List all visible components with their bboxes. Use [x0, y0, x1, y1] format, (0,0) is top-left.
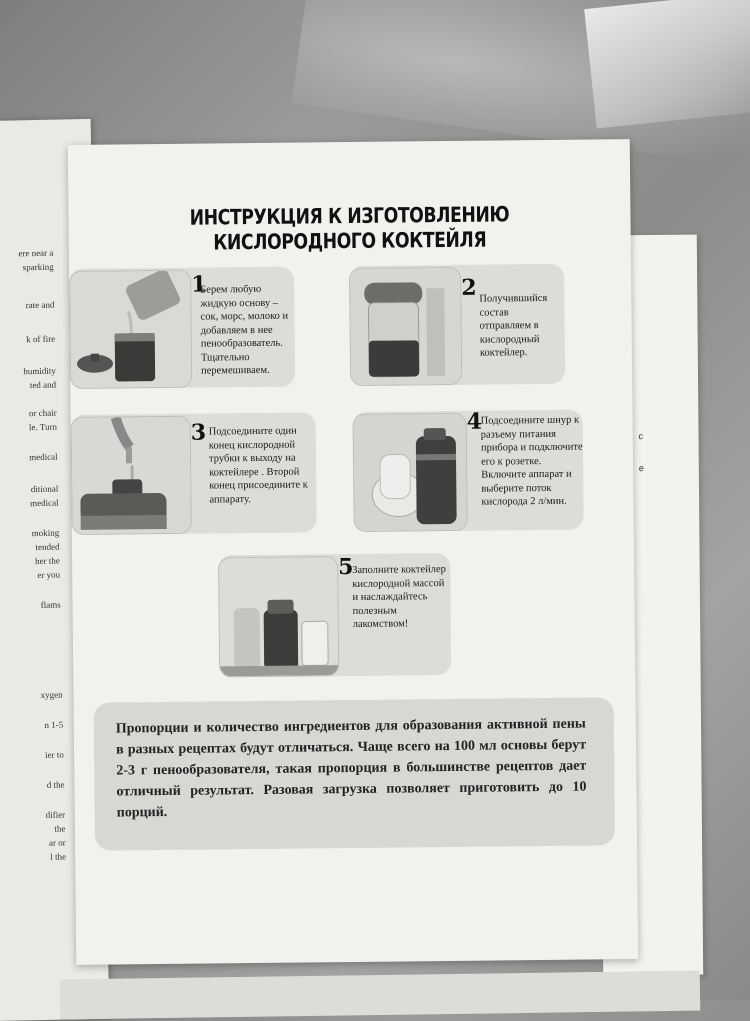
step-2-text: Получившийся состав отправляем в кислородный коктейлер. [479, 292, 548, 359]
text-fragment: sparking [22, 261, 54, 273]
step-3-photo [71, 416, 192, 535]
instruction-page [68, 139, 639, 965]
text-fragment: xygen [40, 689, 63, 701]
step-4-card [353, 410, 584, 532]
step-1-photo [69, 270, 192, 389]
proportions-note [94, 697, 616, 850]
note-text: Пропорции и количество ингредиентов для образования активной пены в разных рецептах будут отличаться. Чаще всего на 100 мл основы берут 2-3 г пенообразователя, такая пропорция в большинстве рецептов дает отличный результат. Разовая загрузка позволяет приготовить до 10 порций. [115, 716, 587, 821]
plastic-wrap [584, 0, 750, 129]
text-fragment: ar or [48, 837, 66, 848]
text-fragment: e [638, 463, 644, 474]
text-fragment: difier [45, 809, 66, 820]
page-title: ИНСТРУКЦИЯ К ИЗГОТОВЛЕНИЮ КИСЛОРОДНОГО КОКТЕЙЛЯ [189, 202, 510, 255]
text-fragment: medical [29, 451, 58, 463]
step-1-card [69, 267, 295, 389]
text-fragment: her the [34, 555, 60, 567]
step-2-number: 2 [461, 274, 477, 301]
text-fragment: medical [29, 497, 59, 509]
text-fragment: ditional [30, 483, 59, 495]
step-2-card [349, 264, 565, 386]
text-fragment: k of fire [26, 333, 56, 345]
text-fragment: flams [40, 599, 61, 610]
text-fragment: ier to [45, 749, 64, 760]
text-fragment: moking [31, 527, 60, 539]
text-fragment: l the [50, 851, 67, 862]
step-5-card [218, 553, 451, 677]
page-edge [60, 971, 700, 1020]
text-fragment: c [638, 431, 644, 442]
text-fragment: ere near a [18, 247, 54, 259]
step-4-photo [353, 413, 468, 532]
step-4-text: Подсоедините шнур к разъему питания прибора и подключите его к розетке. Включите аппарат и выберите поток кислорода 2 л/мин. [480, 414, 583, 508]
step-2-photo [349, 267, 462, 386]
step-5-number: 5 [338, 553, 354, 581]
text-fragment: d the [46, 779, 65, 790]
step-4-number: 4 [466, 408, 483, 435]
step-1-number: 1 [191, 271, 207, 298]
text-fragment: tended [35, 541, 60, 553]
step-5-text: Заполните коктейлер кислородной массой и наслаждайтесь полезным лакомством! [352, 564, 446, 631]
step-3-number: 3 [190, 419, 207, 446]
text-fragment: rate and [25, 299, 55, 311]
step-3-card [71, 412, 317, 535]
step-1-text: Берем любую жидкую основу – сок, морс, молоко и добавляем в нее пенообразователь. Тщательно перемешиваем. [200, 283, 289, 377]
text-fragment: le. Turn [28, 421, 58, 433]
text-fragment: ted and [29, 379, 57, 391]
text-fragment: humidity [23, 365, 56, 377]
step-5-photo [218, 556, 339, 677]
text-fragment: n 1-5 [44, 719, 64, 730]
text-fragment: the [54, 823, 66, 834]
text-fragment: or chair [28, 407, 57, 419]
text-fragment: er you [37, 569, 61, 581]
step-3-text: Подсоедините один конец кислородной трубки к выходу на коктейлере . Второй конец присоедините к аппарату. [208, 425, 308, 506]
